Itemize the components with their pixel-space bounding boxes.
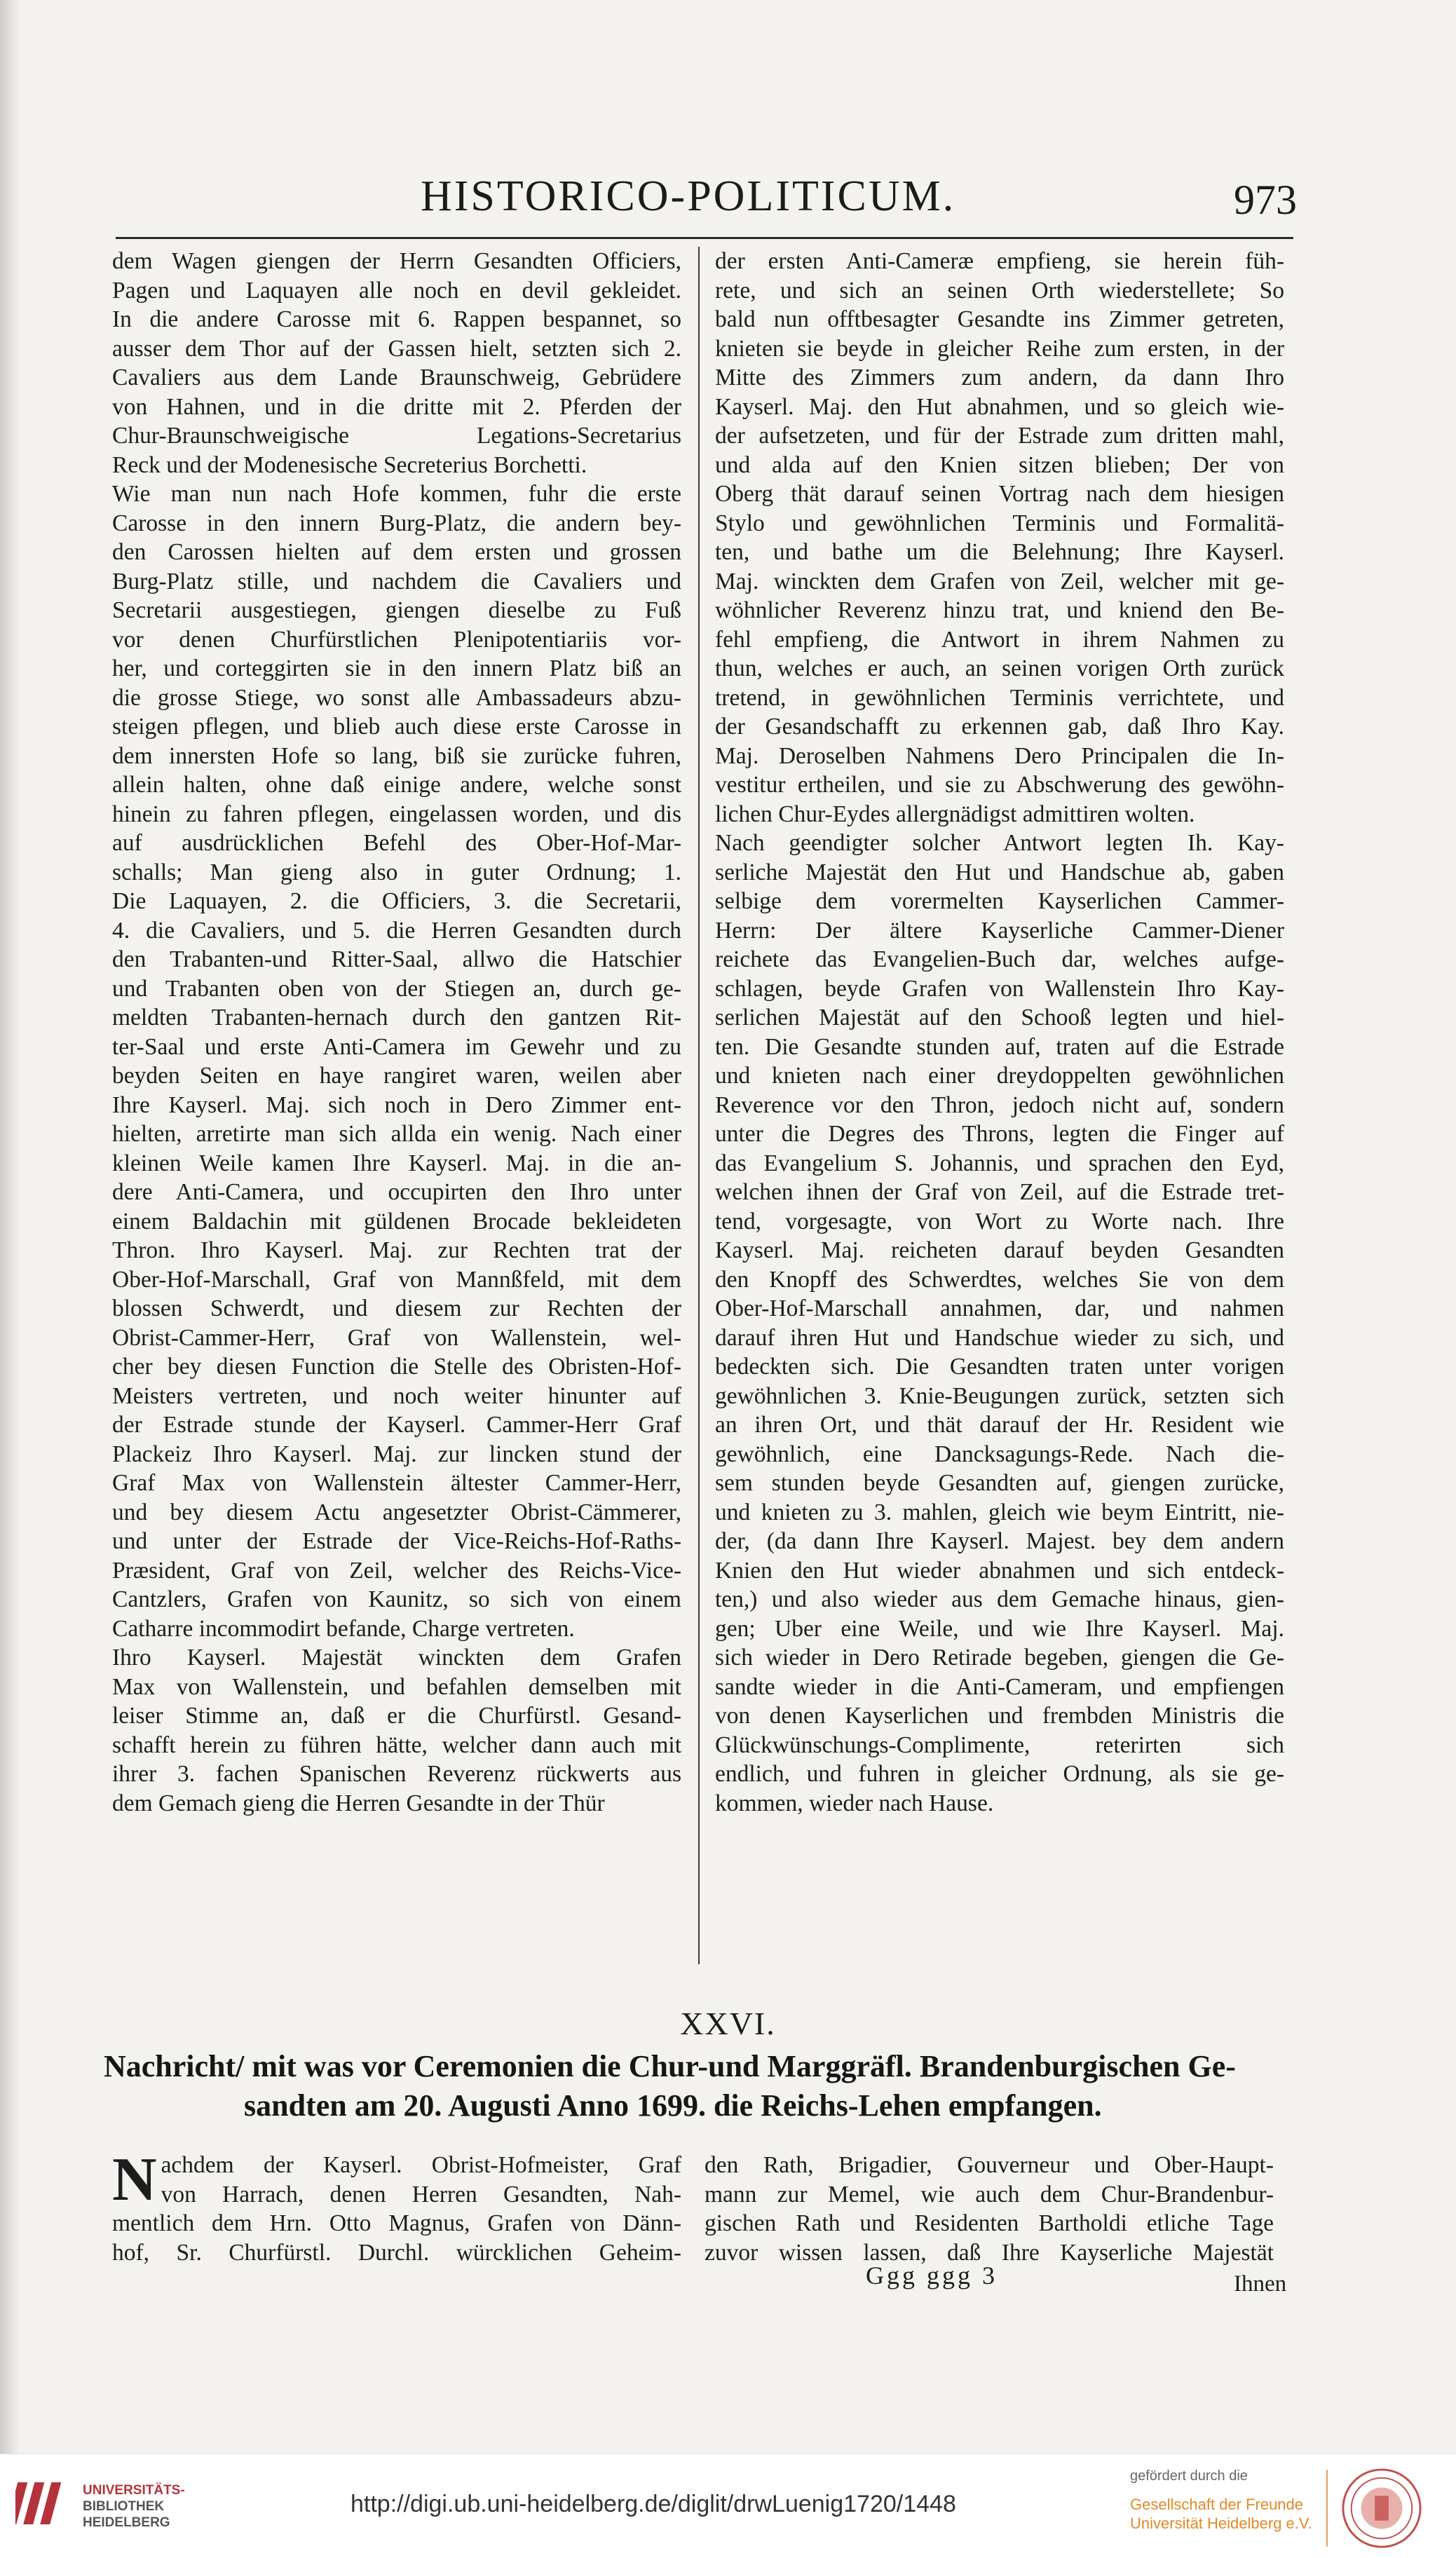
text-line: der ersten Anti-Cameræ empfieng, sie herein füh- [715,248,1284,274]
text-line: Ihre Kayserl. Maj. sich noch in Dero Zimmer ent- [112,1091,681,1118]
text-line: knieten sie beyde in gleicher Reihe zum ersten, in der [715,335,1284,362]
text-line: darauf ihren Hut und Handschue wieder zu sich, und [715,1324,1284,1351]
text-line: hof, Sr. Churfürstl. Durchl. würcklichen Geheim- [112,2239,681,2266]
text-line: kleinen Weile kamen Ihre Kayserl. Maj. in die an- [112,1150,681,1176]
library-name-line-1: UNIVERSITÄTS- [83,2483,185,2498]
text-line: den Knopff des Schwerdtes, welches Sie von dem [715,1266,1284,1293]
text-line: von Harrach, denen Herren Gesandten, Nah- [161,2181,681,2207]
section-title-line-1: Nachricht/ mit was vor Ceremonien die Chur-und Marggräfl. Brandenburgischen Ge- [104,2049,1236,2083]
text-line: ten. Die Gesandte stunden auf, traten auf die Estrade [715,1033,1284,1060]
text-line: hinein zu fahren pflegen, eingelassen worden, und dis [112,801,681,827]
text-line: allein halten, ohne daß einige andere, welche sonst [112,772,681,798]
permalink-url[interactable]: http://digi.ub.uni-heidelberg.de/diglit/drwLuenig1720/1448 [351,2491,956,2517]
text-line: fehl empfieng, die Antwort in ihrem Nahmen zu [715,626,1284,653]
text-line: vor denen Churfürstlichen Plenipotentiariis vor- [112,626,681,653]
text-line: Die Laquayen, 2. die Officiers, 3. die Secretarii, [112,888,681,914]
text-line: Præsident, Graf von Zeil, welcher des Reichs-Vice- [112,1557,681,1584]
text-line: Burg-Platz stille, und nachdem die Cavaliers und [112,568,681,594]
text-line: Nach geendigter solcher Antwort legten Ih. Kay- [715,830,1284,856]
page-gutter-shadow [0,0,20,2454]
drop-cap: N [112,2146,157,2214]
text-line: und knieten zu 3. mahlen, gleich wie beym Eintritt, nie- [715,1499,1284,1525]
text-line: vestitur ertheilen, und sie zu Abschwerung des gewöhn- [715,772,1284,798]
text-line: reichete das Evangelien-Buch dar, welches aufge- [715,946,1284,972]
text-line: selbige dem vorermelten Kayserlichen Cammer- [715,888,1284,914]
text-line: ausser dem Thor auf der Gassen hielt, setzten sich 2. [112,335,681,362]
text-line: tend, vorgesagte, von Wort zu Worte nach. Ihre [715,1208,1284,1234]
text-line: tretend, in gewöhnlichen Terminis verrichtete, und [715,684,1284,711]
text-line: sem stunden beyde Gesandten auf, giengen zurücke, [715,1470,1284,1496]
text-line: und bey diesem Actu angesetzter Obrist-Cämmerer, [112,1499,681,1525]
text-line: Pagen und Laquayen alle noch en devil gekleidet. [112,277,681,304]
text-line: und knieten nach einer dreydoppelten gewöhnlichen [715,1063,1284,1089]
text-line: kommen, wieder nach Hause. [715,1790,994,1816]
text-line: dem innersten Hofe so lang, biß sie zurücke fuhren, [112,742,681,769]
text-line: Catharre incommodirt befande, Charge vertreten. [112,1615,575,1642]
text-line: den Rath, Brigadier, Gouverneur und Ober-Haupt- [705,2152,1274,2178]
text-line: Reverence vor den Thron, jedoch nicht auf, sondern [715,1091,1284,1118]
text-line: zuvor wissen lassen, daß Ihre Kayserliche Majestät [705,2239,1274,2266]
text-line: und alda auf den Knien sitzen blieben; Der von [715,451,1284,478]
text-line: gischen Rath und Residenten Bartholdi etliche Tage [705,2210,1274,2236]
sponsor-name-line-1: Gesellschaft der Freunde [1130,2496,1304,2513]
text-line: hielten, arretirte man sich allda ein wenig. Nach einer [112,1121,681,1147]
text-line: und Trabanten oben von der Stiegen an, durch ge- [112,975,681,1002]
text-line: achdem der Kayserl. Obrist-Hofmeister, Graf [161,2152,681,2178]
text-line: Ober-Hof-Marschall annahmen, dar, und nahmen [715,1295,1284,1321]
text-line: serlichen Majestät auf den Schooß legten und hiel- [715,1005,1284,1030]
text-line: unter die Degres des Throns, legten die Finger auf [715,1121,1284,1147]
text-line: der, (da dann Ihre Kayserl. Majest. bey dem andern [715,1528,1284,1554]
text-line: das Evangelium S. Johannis, und sprachen den Eyd, [715,1150,1284,1176]
text-line: sandte wieder in die Anti-Cameram, und empfiengen [715,1673,1284,1700]
library-name-line-3: HEIDELBERG [83,2515,170,2530]
text-line: gewöhnlichen 3. Knie-Beugungen zurück, setzten sich [715,1382,1284,1409]
text-line: die grosse Stiege, wo sonst alle Ambassadeurs abzu- [112,684,681,711]
signature-mark: Ggg ggg 3 [866,2261,998,2290]
text-line: schlagen, beyde Grafen von Wallenstein Ihro Kay- [715,975,1284,1002]
section-number: XXVI. [680,2006,776,2041]
text-line: mentlich dem Hrn. Otto Magnus, Grafen von Dänn- [112,2210,681,2236]
text-line: serliche Majestät den Hut und Handschue ab, gaben [715,859,1284,885]
viewer-footer [0,2454,1456,2558]
text-line: und unter der Estrade der Vice-Reichs-Hof-Raths- [112,1528,681,1554]
text-line: Meisters vertreten, und noch weiter hinunter auf [112,1382,681,1409]
text-line: mann zur Memel, wie auch dem Chur-Brandenbur- [705,2181,1274,2207]
text-line: Ihro Kayserl. Majestät winckten dem Grafen [112,1645,681,1671]
text-line: lichen Chur-Eydes allergnädigst admittiren wolten. [715,801,1195,827]
text-line: der aufsetzeten, und für der Estrade zum dritten mahl, [715,423,1284,449]
text-line: welchen ihnen der Graf von Zeil, auf die Estrade tret- [715,1179,1284,1205]
text-line: beyden Seiten en haye rangiret waren, weilen aber [112,1063,681,1089]
text-line: der Gesandschafft zu erkennen gab, daß Ihro Kay. [715,714,1284,740]
text-line: Secretarii ausgestiegen, giengen dieselbe zu Fuß [112,597,681,623]
text-line: Plackeiz Ihro Kayserl. Maj. zur lincken stund der [112,1441,681,1467]
university-seal-icon [1340,2467,1423,2550]
text-line: der Estrade stunde der Kayserl. Cammer-Herr Graf [112,1412,681,1438]
text-line: dere Anti-Camera, und occupirten den Ihro unter [112,1179,681,1205]
bottom-right-column [705,2151,1274,2267]
text-line: schafft herein zu führen hätte, welcher dann auch mit [112,1732,681,1758]
text-line: endlich, und fuhren in gleicher Ordnung, als sie ge- [715,1761,1284,1787]
sponsor-label: gefördert durch die [1130,2468,1248,2484]
university-library-logo-icon [15,2475,72,2531]
text-line: blossen Schwerdt, und diesem zur Rechten der [112,1295,681,1321]
text-line: her, und corteggirten sie in den innern Platz biß an [112,655,681,681]
text-line: steigen pflegen, und blieb auch diese erste Carosse in [112,714,681,740]
text-line: Thron. Ihro Kayserl. Maj. zur Rechten trat der [112,1237,681,1263]
text-line: Herrn: Der ältere Kayserliche Cammer-Diener [715,917,1284,944]
text-line: gewöhnlich, eine Dancksagungs-Rede. Nach die- [715,1441,1284,1467]
sponsor-name[interactable] [1130,2495,1312,2533]
text-line: Mitte des Zimmers zum andern, da dann Ihro [715,365,1284,390]
text-line: leiser Stimme an, daß er die Churfürstl. Gesand- [112,1703,681,1729]
text-line: Ober-Hof-Marschall, Graf von Mannßfeld, mit dem [112,1266,681,1293]
text-line: Maj. Deroselben Nahmens Dero Principalen die In- [715,742,1284,769]
bottom-left-lines [112,2146,681,2267]
text-line: rete, und sich an seinen Orth wiederstellete; So [715,277,1284,304]
text-line: auf ausdrücklichen Befehl des Ober-Hof-Mar- [112,830,681,856]
library-name-line-2: BIBLIOTHEK [83,2499,165,2514]
text-line: Glückwünschungs-Complimente, reterirten sich [715,1732,1284,1758]
text-line: Stylo und gewöhnlichen Terminis und Formalitä- [715,510,1284,536]
column-divider [698,247,700,1964]
text-line: Maj. winckten dem Grafen von Zeil, welcher mit ge- [715,568,1284,594]
text-line: von Hahnen, und in die dritte mit 2. Pferden der [112,393,681,420]
sponsor-name-line-2: Universität Heidelberg e.V. [1130,2515,1312,2532]
page-number: 973 [1234,177,1297,223]
text-line: ten, und bathe um die Belehnung; Ihre Kayserl. [715,539,1284,565]
running-head: HISTORICO-POLITICUM. [421,172,956,220]
text-line: Obrist-Cammer-Herr, Graf von Wallenstein, wel- [112,1324,681,1351]
text-line: gen; Uber eine Weile, und wie Ihre Kayserl. Maj. [715,1615,1284,1642]
text-line: cher bey diesen Function die Stelle des Obristen-Hof- [112,1354,681,1380]
text-line: In die andere Carosse mit 6. Rappen bespannet, so [112,306,681,332]
text-line: den Trabanten-und Ritter-Saal, allwo die Hatschier [112,946,681,972]
text-line: Graf Max von Wallenstein ältester Cammer-Herr, [112,1470,681,1496]
text-line: ter-Saal und erste Anti-Camera im Gewehr und zu [112,1033,681,1060]
text-line: Cavaliers aus dem Lande Braunschweig, Gebrüdere [112,365,681,390]
text-line: Carosse in den innern Burg-Platz, die andern bey- [112,510,681,536]
text-line: ten,) und also wieder aus dem Gemache hinaus, gien- [715,1586,1284,1612]
section-title-line-2: sandten am 20. Augusti Anno 1699. die Reichs-Lehen empfangen. [244,2088,1102,2123]
text-line: Max von Wallenstein, und befahlen demselben mit [112,1673,681,1700]
left-text-column [112,247,681,1818]
text-line: einem Baldachin mit güldenen Brocade bekleideten [112,1208,681,1234]
text-line: von denen Kayserlichen und frembden Ministris die [715,1703,1284,1729]
header-rule [116,237,1293,239]
sponsor-divider [1326,2470,1328,2547]
text-line: Kayserl. Maj. den Hut abnahmen, und so gleich wie- [715,393,1284,420]
text-line: an ihren Ort, und thät darauf der Hr. Resident wie [715,1412,1284,1438]
text-line: Reck und der Modenesische Secreterius Borchetti. [112,451,587,478]
text-line: ihrer 3. fachen Spanischen Reverenz rückwerts aus [112,1761,681,1787]
text-line: Cantzlers, Grafen von Kaunitz, so sich von einem [112,1586,681,1612]
bottom-left-column [112,2146,681,2267]
text-line: thun, welches er auch, an seinen vorigen Orth zurück [715,655,1284,681]
text-line: Oberg thät darauf seinen Vortrag nach dem hiesigen [715,481,1284,507]
text-line: meldten Trabanten-hernach durch den gantzen Rit- [112,1005,681,1030]
text-line: wöhnlicher Reverenz hinzu trat, und kniend den Be- [715,597,1284,623]
text-line: Chur-Braunschweigische Legations-Secretarius [112,423,681,449]
text-line: dem Wagen giengen der Herrn Gesandten Officiers, [112,248,681,274]
text-line: bald nun offtbesagter Gesandte ins Zimmer getreten, [715,306,1284,332]
text-line: Kayserl. Maj. reicheten darauf beyden Gesandten [715,1237,1284,1263]
text-line: den Carossen hielten auf dem ersten und grossen [112,539,681,565]
text-line: schalls; Man gieng also in guter Ordnung; 1. [112,859,681,885]
text-line: sich wieder in Dero Retirade begeben, giengen die Ge- [715,1645,1284,1671]
text-line: 4. die Cavaliers, und 5. die Herren Gesandten durch [112,917,681,944]
text-line: Knien den Hut wieder abnahmen und sich entdeck- [715,1557,1284,1584]
section-title [104,2047,1295,2125]
text-line: bedeckten sich. Die Gesandten traten unter vorigen [715,1354,1284,1380]
library-name [83,2482,185,2531]
text-line: dem Gemach gieng die Herren Gesandte in der Thür [112,1790,605,1816]
right-text-column [715,247,1284,1818]
catchword: Ihnen [1234,2271,1287,2297]
text-line: Wie man nun nach Hofe kommen, fuhr die erste [112,481,681,507]
page-header [105,172,1297,235]
